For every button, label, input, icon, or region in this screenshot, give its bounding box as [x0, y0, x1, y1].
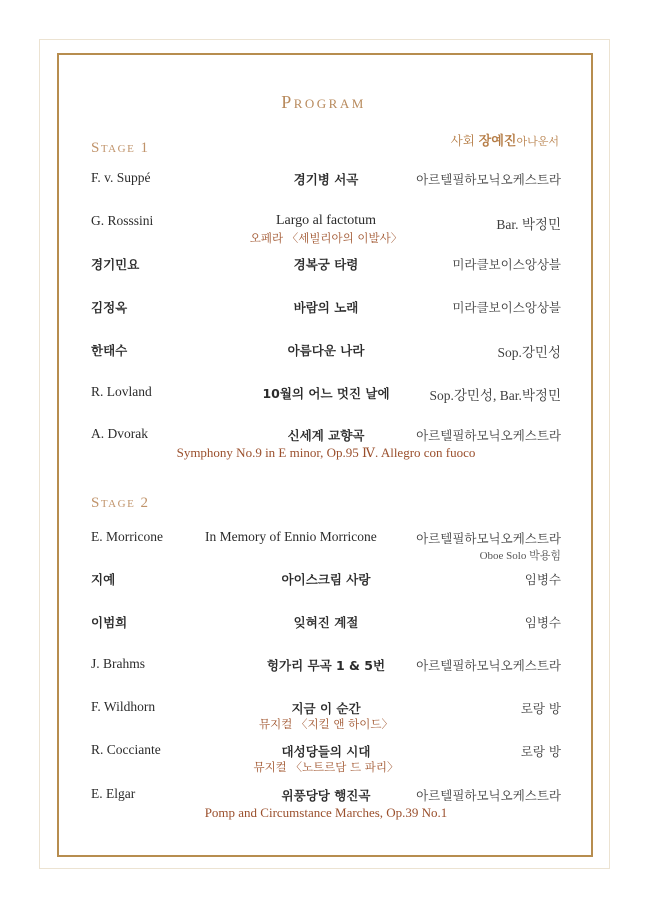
- performer: 로랑 방: [520, 701, 561, 716]
- host-prefix: 사회: [450, 133, 475, 148]
- piece-title: 지금 이 순간: [291, 701, 361, 716]
- piece-title: 바람의 노래: [293, 300, 359, 315]
- program-row: [91, 170, 561, 190]
- piece-title: 위풍당당 행진곡: [281, 788, 371, 803]
- program-row: [91, 426, 561, 460]
- composer: F. Wildhorn: [91, 699, 156, 714]
- program-row: [91, 786, 561, 820]
- piece-title: Largo al factotum: [275, 213, 377, 228]
- composer: 경기민요: [91, 257, 140, 272]
- performer: 미라클보이스앙상블: [452, 300, 561, 315]
- piece-note: Symphony No.9 in E minor, Op.95 Ⅳ. Allegro con fuoco: [176, 445, 476, 460]
- program-row: [91, 570, 561, 590]
- program-row: [91, 656, 561, 676]
- piece-title: 잊혀진 계절: [293, 615, 359, 630]
- host-credit: [451, 130, 559, 149]
- stage-1-heading: Stage 1: [91, 140, 150, 156]
- performer: 아르텔필하모닉오케스트라: [416, 172, 561, 187]
- performer: 아르텔필하모닉오케스트라: [416, 531, 561, 546]
- composer: E. Morricone: [91, 529, 163, 544]
- program-row: [91, 298, 561, 318]
- performer: 임병수: [524, 572, 561, 587]
- composer: R. Cocciante: [91, 742, 161, 757]
- performer: Bar. 박정민: [496, 217, 561, 232]
- program-row: [91, 384, 561, 404]
- composer: E. Elgar: [91, 786, 136, 801]
- performer: 아르텔필하모닉오케스트라: [416, 788, 561, 803]
- piece-title: 10월의 어느 멋진 날에: [262, 386, 390, 401]
- program-row: [91, 255, 561, 275]
- composer: 지예: [91, 572, 116, 587]
- performer: Sop.강민성: [497, 345, 561, 360]
- piece-title: 경기병 서곡: [293, 172, 359, 187]
- piece-title: 아이스크림 사랑: [281, 572, 371, 587]
- performer: 아르텔필하모닉오케스트라: [416, 658, 561, 673]
- performer-note: Oboe Solo 박용힘: [479, 550, 561, 562]
- piece-note: 뮤지컬 〈지킬 앤 하이드〉: [259, 717, 393, 731]
- composer: J. Brahms: [91, 656, 145, 671]
- stage-2-heading: Stage 2: [91, 495, 150, 511]
- piece-note: Pomp and Circumstance Marches, Op.39 No.1: [204, 805, 448, 820]
- performer: 미라클보이스앙상블: [452, 257, 561, 272]
- piece-title: 신세계 교향곡: [287, 428, 365, 443]
- program-row: [91, 529, 561, 562]
- page-title: Program: [281, 92, 366, 112]
- composer: G. Rosssini: [91, 213, 154, 228]
- host-role: 아나운서: [516, 135, 559, 148]
- piece-title: 아름다운 나라: [287, 343, 365, 358]
- host-name: 장예진: [478, 134, 517, 149]
- piece-note: 뮤지컬 〈노트르담 드 파리〉: [253, 760, 399, 774]
- performer: 임병수: [524, 615, 561, 630]
- composer: 한태수: [91, 343, 128, 358]
- composer: F. v. Suppé: [91, 170, 151, 185]
- composer: R. Lovland: [91, 384, 152, 399]
- piece-title: In Memory of Ennio Morricone: [205, 529, 377, 544]
- performer: 로랑 방: [520, 744, 561, 759]
- piece-title: 경복궁 타령: [293, 257, 359, 272]
- composer: 김정옥: [91, 300, 128, 315]
- program-row: [91, 213, 561, 245]
- piece-title: 대성당들의 시대: [281, 744, 371, 759]
- piece-note: 오페라 〈세빌리아의 이발사〉: [249, 231, 403, 245]
- performer: 아르텔필하모닉오케스트라: [416, 428, 561, 443]
- piece-title: 헝가리 무곡 1 & 5번: [266, 658, 386, 673]
- composer: A. Dvorak: [91, 426, 148, 441]
- composer: 이범희: [91, 615, 128, 630]
- program-row: [91, 699, 561, 731]
- program-row: [91, 341, 561, 361]
- performer: Sop.강민성, Bar.박정민: [429, 388, 561, 403]
- program-row: [91, 742, 561, 774]
- program-row: [91, 613, 561, 633]
